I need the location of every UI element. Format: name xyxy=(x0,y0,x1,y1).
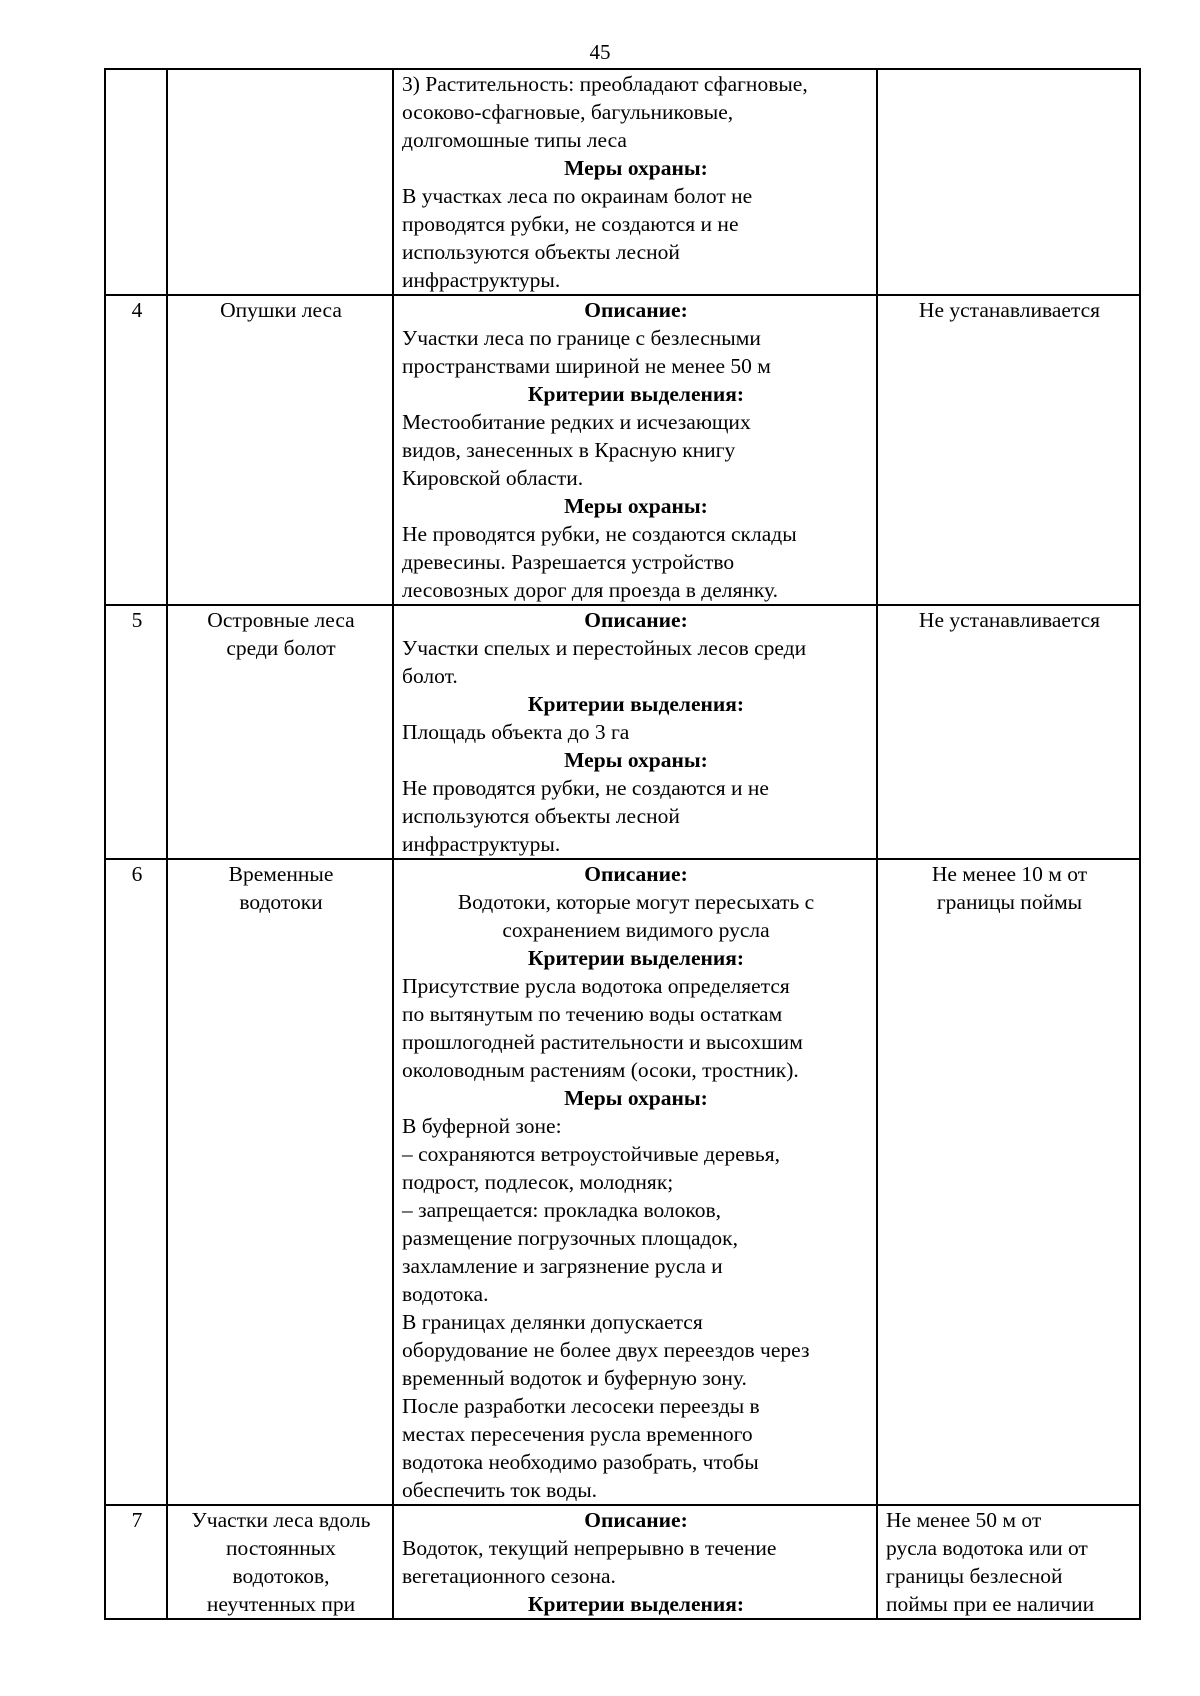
row-number: 7 xyxy=(105,1505,167,1619)
object-name-line: неучтенных при xyxy=(206,1592,356,1616)
object-name-cell xyxy=(167,295,393,605)
row-number xyxy=(105,69,167,295)
object-name-line: среди болот xyxy=(226,636,336,660)
description-line: подрост, подлесок, молодняк; xyxy=(402,1170,674,1194)
table-body xyxy=(105,69,1140,1619)
description-line: Водотоки, которые могут пересыхать с xyxy=(457,890,815,914)
description-line: 3) Растительность: преобладают сфагновые, xyxy=(402,72,808,96)
description-line: – сохраняются ветроустойчивые деревья, xyxy=(402,1142,780,1166)
description-line: древесины. Разрешается устройство xyxy=(402,550,735,574)
description-line: Местообитание редких и исчезающих xyxy=(402,410,751,434)
object-name-cell xyxy=(167,69,393,295)
object-name-line: Опушки леса xyxy=(220,298,342,322)
buffer-zone-line: границы безлесной xyxy=(886,1564,1063,1588)
description-line: местах пересечения русла временного xyxy=(402,1422,753,1446)
section-heading: Меры охраны: xyxy=(564,156,708,180)
buffer-zone-cell xyxy=(877,1505,1140,1619)
description-line: по вытянутым по течению воды остаткам xyxy=(402,1002,783,1026)
table-row xyxy=(105,1505,1140,1619)
buffer-zone-cell xyxy=(877,69,1140,295)
object-name-line: водотоки xyxy=(239,890,323,914)
buffer-zone-line: Не менее 10 м от xyxy=(931,862,1088,886)
description-line: околоводным растениям (осоки, тростник). xyxy=(402,1058,799,1082)
description-line: В границах делянки допускается xyxy=(402,1310,703,1334)
section-heading: Описание: xyxy=(584,608,688,632)
buffer-zone-line: Не устанавливается xyxy=(918,608,1101,632)
description-line: Площадь объекта до 3 га xyxy=(402,720,630,744)
description-line: водотока. xyxy=(402,1282,489,1306)
table-row xyxy=(105,69,1140,295)
description-line: используются объекты лесной xyxy=(402,240,680,264)
section-heading: Меры охраны: xyxy=(564,748,708,772)
section-heading: Описание: xyxy=(584,1508,688,1532)
table-row xyxy=(105,295,1140,605)
section-heading: Меры охраны: xyxy=(564,1086,708,1110)
description-line: видов, занесенных в Красную книгу xyxy=(402,438,736,462)
buffer-zone-line: Не устанавливается xyxy=(918,298,1101,322)
description-line: Присутствие русла водотока определяется xyxy=(402,974,790,998)
description-line: осоково-сфагновые, багульниковые, xyxy=(402,100,734,124)
description-line: сохранением видимого русла xyxy=(502,918,770,942)
section-heading: Критерии выделения: xyxy=(527,692,745,716)
buffer-zone-line: границы поймы xyxy=(936,890,1083,914)
description-line: Не проводятся рубки, не создаются и не xyxy=(402,776,769,800)
description-line: используются объекты лесной xyxy=(402,804,680,828)
object-name-cell xyxy=(167,859,393,1505)
description-line: вегетационного сезона. xyxy=(402,1564,616,1588)
description-line: – запрещается: прокладка волоков, xyxy=(402,1198,722,1222)
description-line: инфраструктуры. xyxy=(402,268,561,292)
protection-table xyxy=(104,68,1141,1620)
row-number: 4 xyxy=(105,295,167,605)
object-name-line: постоянных xyxy=(226,1536,336,1560)
description-line: После разработки лесосеки переезды в xyxy=(402,1394,760,1418)
description-line: водотока необходимо разобрать, чтобы xyxy=(402,1450,759,1474)
section-heading: Критерии выделения: xyxy=(527,1592,745,1616)
description-cell xyxy=(393,69,877,295)
row-number: 5 xyxy=(105,605,167,859)
section-heading: Описание: xyxy=(584,298,688,322)
object-name-line: Участки леса вдоль xyxy=(191,1508,371,1532)
section-heading: Критерии выделения: xyxy=(527,946,745,970)
row-number: 6 xyxy=(105,859,167,1505)
description-line: В буферной зоне: xyxy=(402,1114,562,1138)
description-line: Водоток, текущий непрерывно в течение xyxy=(402,1536,777,1560)
page-number: 45 xyxy=(589,40,611,64)
table-row xyxy=(105,859,1140,1505)
description-line: Кировской области. xyxy=(402,466,584,490)
description-line: лесовозных дорог для проезда в делянку. xyxy=(402,578,779,602)
section-heading: Меры охраны: xyxy=(564,494,708,518)
table-row xyxy=(105,605,1140,859)
object-name-cell xyxy=(167,605,393,859)
description-cell xyxy=(393,1505,877,1619)
description-line: инфраструктуры. xyxy=(402,832,561,856)
buffer-zone-cell xyxy=(877,605,1140,859)
object-name-line: Временные xyxy=(228,862,334,886)
object-name-line: водотоков, xyxy=(232,1564,330,1588)
description-line: проводятся рубки, не создаются и не xyxy=(402,212,739,236)
buffer-zone-cell xyxy=(877,295,1140,605)
object-name-cell xyxy=(167,1505,393,1619)
description-line: Участки спелых и перестойных лесов среди xyxy=(402,636,807,660)
description-line: временный водоток и буферную зону. xyxy=(402,1366,747,1390)
object-name-line: Островные леса xyxy=(207,608,355,632)
buffer-zone-line: Не менее 50 м от xyxy=(886,1508,1042,1532)
description-line: захламление и загрязнение русла и xyxy=(402,1254,723,1278)
buffer-zone-cell xyxy=(877,859,1140,1505)
description-line: Не проводятся рубки, не создаются склады xyxy=(402,522,797,546)
section-heading: Критерии выделения: xyxy=(527,382,745,406)
buffer-zone-line: русла водотока или от xyxy=(886,1536,1088,1560)
description-line: Участки леса по границе с безлесными xyxy=(402,326,761,350)
section-heading: Описание: xyxy=(584,862,688,886)
description-line: В участках леса по окраинам болот не xyxy=(402,184,753,208)
description-line: пространствами шириной не менее 50 м xyxy=(402,354,771,378)
description-line: болот. xyxy=(402,664,458,688)
description-cell xyxy=(393,605,877,859)
description-cell xyxy=(393,295,877,605)
description-cell xyxy=(393,859,877,1505)
description-line: оборудование не более двух переездов через xyxy=(402,1338,810,1362)
description-line: прошлогодней растительности и высохшим xyxy=(402,1030,803,1054)
description-line: обеспечить ток воды. xyxy=(402,1478,598,1502)
buffer-zone-line: поймы при ее наличии xyxy=(886,1592,1095,1616)
description-line: размещение погрузочных площадок, xyxy=(402,1226,738,1250)
description-line: долгомошные типы леса xyxy=(402,128,627,152)
